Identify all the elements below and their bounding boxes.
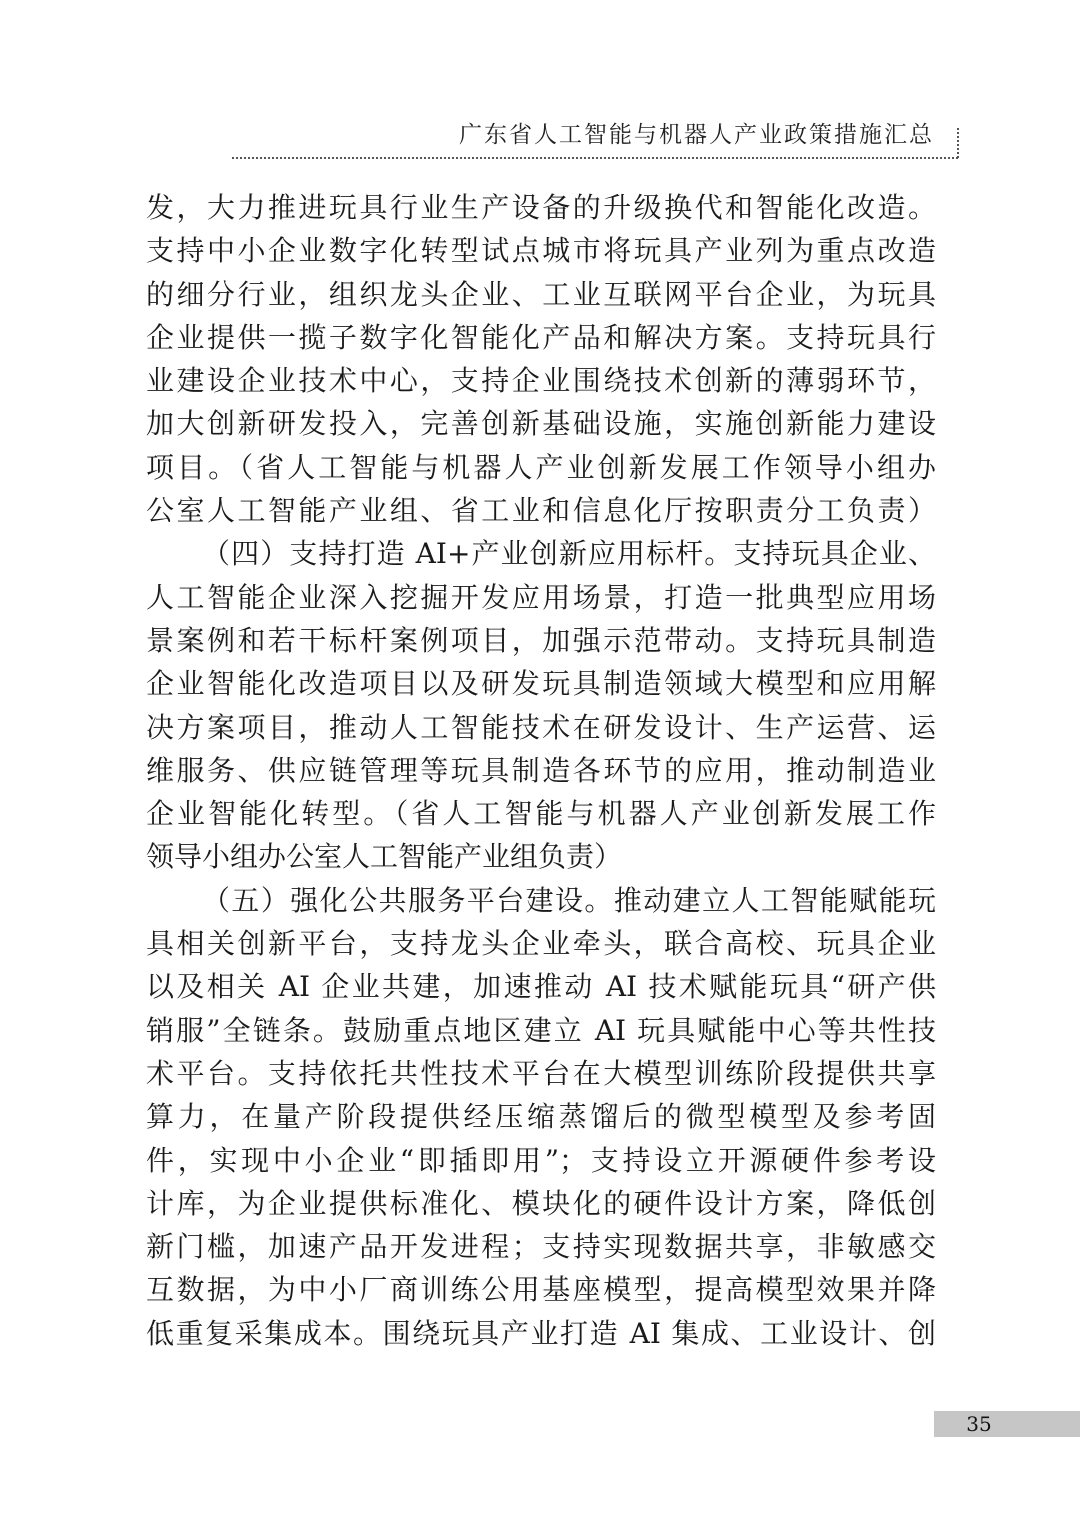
text-line: 公室人工智能产业组、省工业和信息化厅按职责分工负责） (146, 494, 936, 528)
text-line: 支持中小企业数字化转型试点城市将玩具产业列为重点改造 (146, 234, 936, 268)
text-line: 企业智能化改造项目以及研发玩具制造领域大模型和应用解 (146, 667, 936, 701)
text-line: 加大创新研发投入，完善创新基础设施，实施创新能力建设 (146, 407, 936, 441)
text-line: 互数据，为中小厂商训练公用基座模型，提高模型效果并降 (146, 1273, 936, 1307)
section-heading-line: （四）支持打造 AI+产业创新应用标杆。支持玩具企业、 (202, 537, 936, 571)
text-line: 新门槛，加速产品开发进程；支持实现数据共享，非敏感交 (146, 1230, 936, 1264)
text-line: 企业提供一揽子数字化智能化产品和解决方案。支持玩具行 (146, 320, 936, 354)
text-line: 领导小组办公室人工智能产业组负责） (146, 840, 623, 874)
text-line: 决方案项目，推动人工智能技术在研发设计、生产运营、运 (146, 710, 936, 744)
text-line: 人工智能企业深入挖掘开发应用场景，打造一批典型应用场 (146, 580, 936, 614)
text-line: 景案例和若干标杆案例项目，加强示范带动。支持玩具制造 (146, 623, 936, 657)
header-dotted-tick (957, 128, 959, 158)
section-heading-line: （五）强化公共服务平台建设。推动建立人工智能赋能玩 (202, 883, 936, 917)
text-line: 算力，在量产阶段提供经压缩蒸馏后的微型模型及参考固 (146, 1100, 936, 1134)
text-line: 发，大力推进玩具行业生产设备的升级换代和智能化改造。 (146, 191, 936, 224)
text-line: 业建设企业技术中心，支持企业围绕技术创新的薄弱环节， (146, 364, 936, 398)
text-line: 企业智能化转型。（省人工智能与机器人产业创新发展工作 (146, 797, 936, 831)
text-line: 项目。（省人工智能与机器人产业创新发展工作领导小组办 (146, 450, 936, 484)
text-line: 低重复采集成本。围绕玩具产业打造 AI 集成、工业设计、创 (146, 1316, 936, 1350)
header-dotted-rule (232, 157, 958, 159)
text-line: 具相关创新平台，支持龙头企业牵头，联合高校、玩具企业 (146, 927, 936, 961)
body-text (146, 186, 936, 1355)
page-number: 35 (966, 1412, 992, 1436)
text-line: 件，实现中小企业“即插即用”；支持设立开源硬件参考设 (146, 1143, 936, 1177)
text-line: 维服务、供应链管理等玩具制造各环节的应用，推动制造业 (146, 753, 936, 787)
text-line: 的细分行业，组织龙头企业、工业互联网平台企业，为玩具 (146, 277, 936, 311)
text-line: 计库，为企业提供标准化、模块化的硬件设计方案，降低创 (146, 1186, 936, 1220)
page-number-tab (934, 1411, 1080, 1437)
running-header-title: 广东省人工智能与机器人产业政策措施汇总 (459, 122, 934, 148)
text-line: 销服”全链条。鼓励重点地区建立 AI 玩具赋能中心等共性技 (146, 1013, 936, 1047)
text-line: 术平台。支持依托共性技术平台在大模型训练阶段提供共享 (146, 1056, 936, 1090)
text-line: 以及相关 AI 企业共建，加速推动 AI 技术赋能玩具“研产供 (146, 970, 936, 1004)
